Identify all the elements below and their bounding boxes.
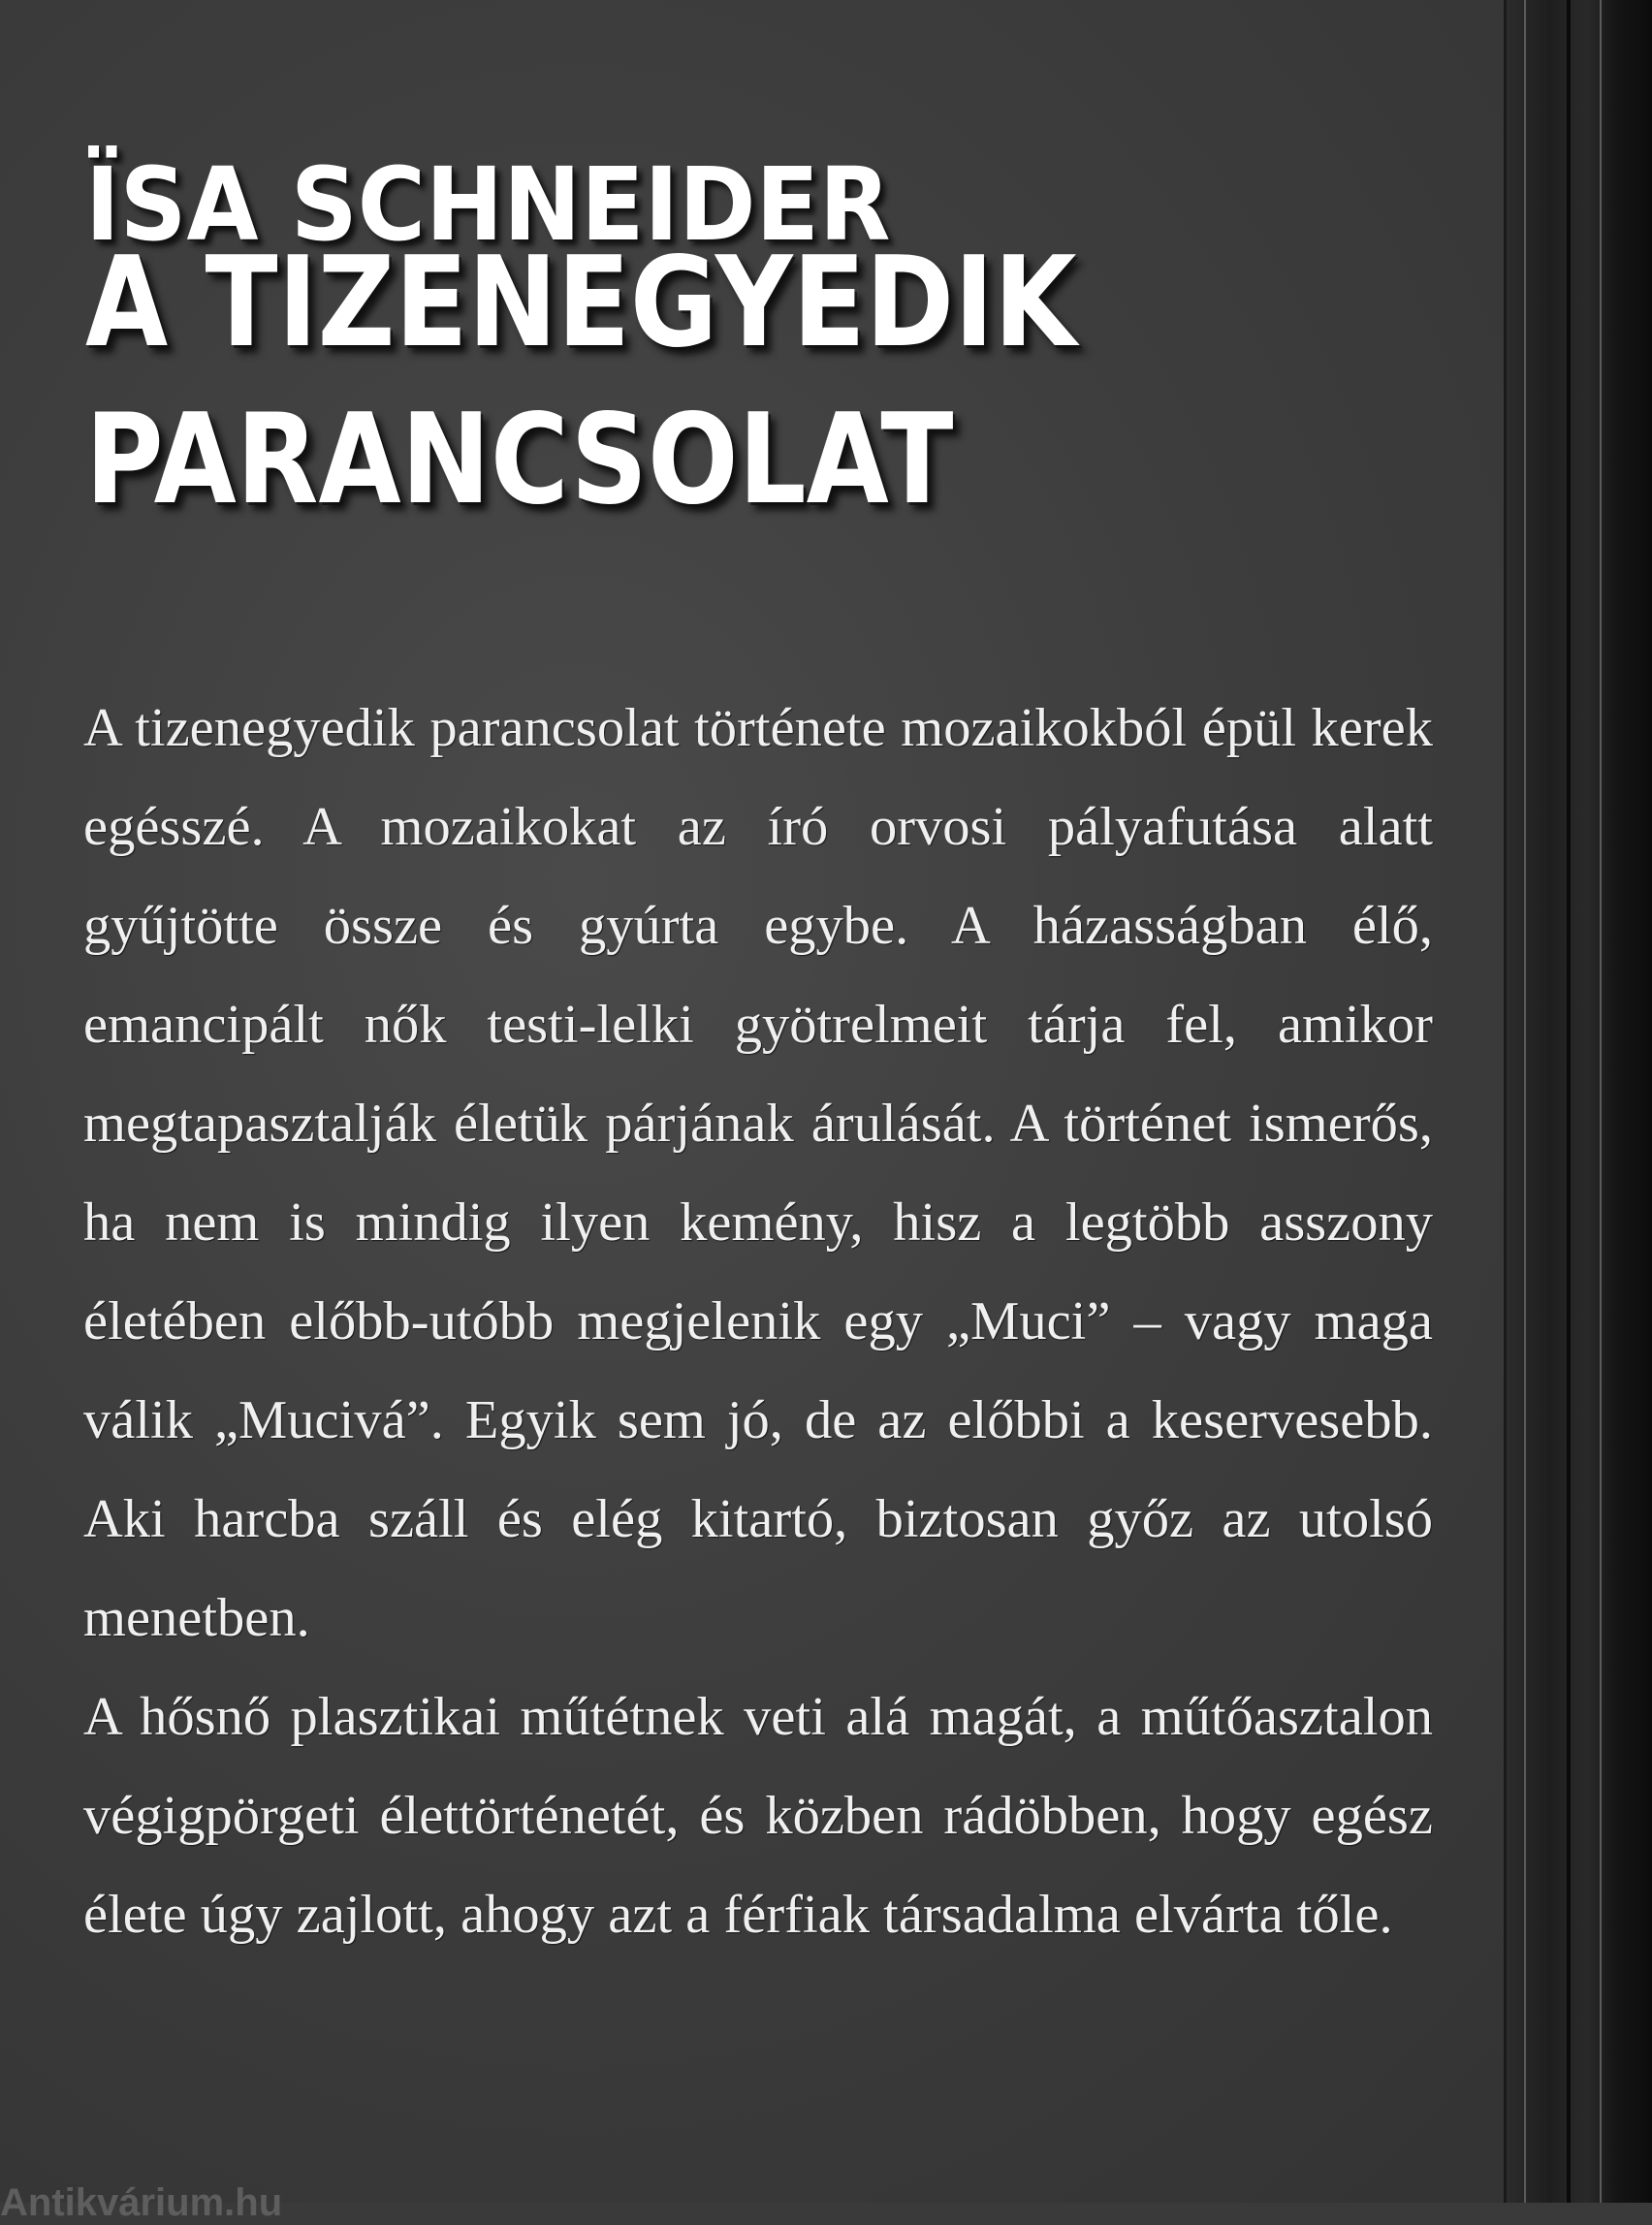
blurb-text <box>83 679 1433 1964</box>
book-title-line-2: PARANCSOLAT <box>85 388 954 532</box>
blurb-paragraph-2: A hősnő plasztikai műtétnek veti alá magát, a műtőasztalon végigpörgeti élettörténetét, és közben rádöbben, hogy egész élete úgy zajlott, ahogy azt a férfiak társadalma elvárta tőle. <box>83 1687 1433 1945</box>
book-title-line-1: A TIZENEGYEDIK <box>85 231 1077 375</box>
spine-groove <box>1567 0 1571 2203</box>
author-name: ÏSA SCHNEIDER <box>85 144 891 264</box>
blurb-paragraph-1: A tizenegyedik parancsolat története mozaikokból épül kerek egésszé. A mozaikokat az író orvosi pályafutása alatt gyűjtötte össze és gyúrta egybe. A házasságban élő, emancipált nők testi-lelki gyötrelmeit tárja fel, amikor megtapasztalják életük párjának árulását. A történet ismerős, ha nem is mindig ilyen kemény, hisz a legtöbb asszony életében előbb-utóbb megjelenik egy „Muci” – vagy maga válik „Mucivá”. Egyik sem jó, de az előbbi a keservesebb. Aki harcba száll és elég kitartó, biztosan győz az utolsó menetben. <box>83 698 1433 1648</box>
spine-highlight <box>1524 0 1526 2203</box>
spine-highlight <box>1600 0 1602 2203</box>
book-spine <box>1504 0 1652 2203</box>
watermark-text: Antikvárium.hu <box>0 2181 283 2224</box>
